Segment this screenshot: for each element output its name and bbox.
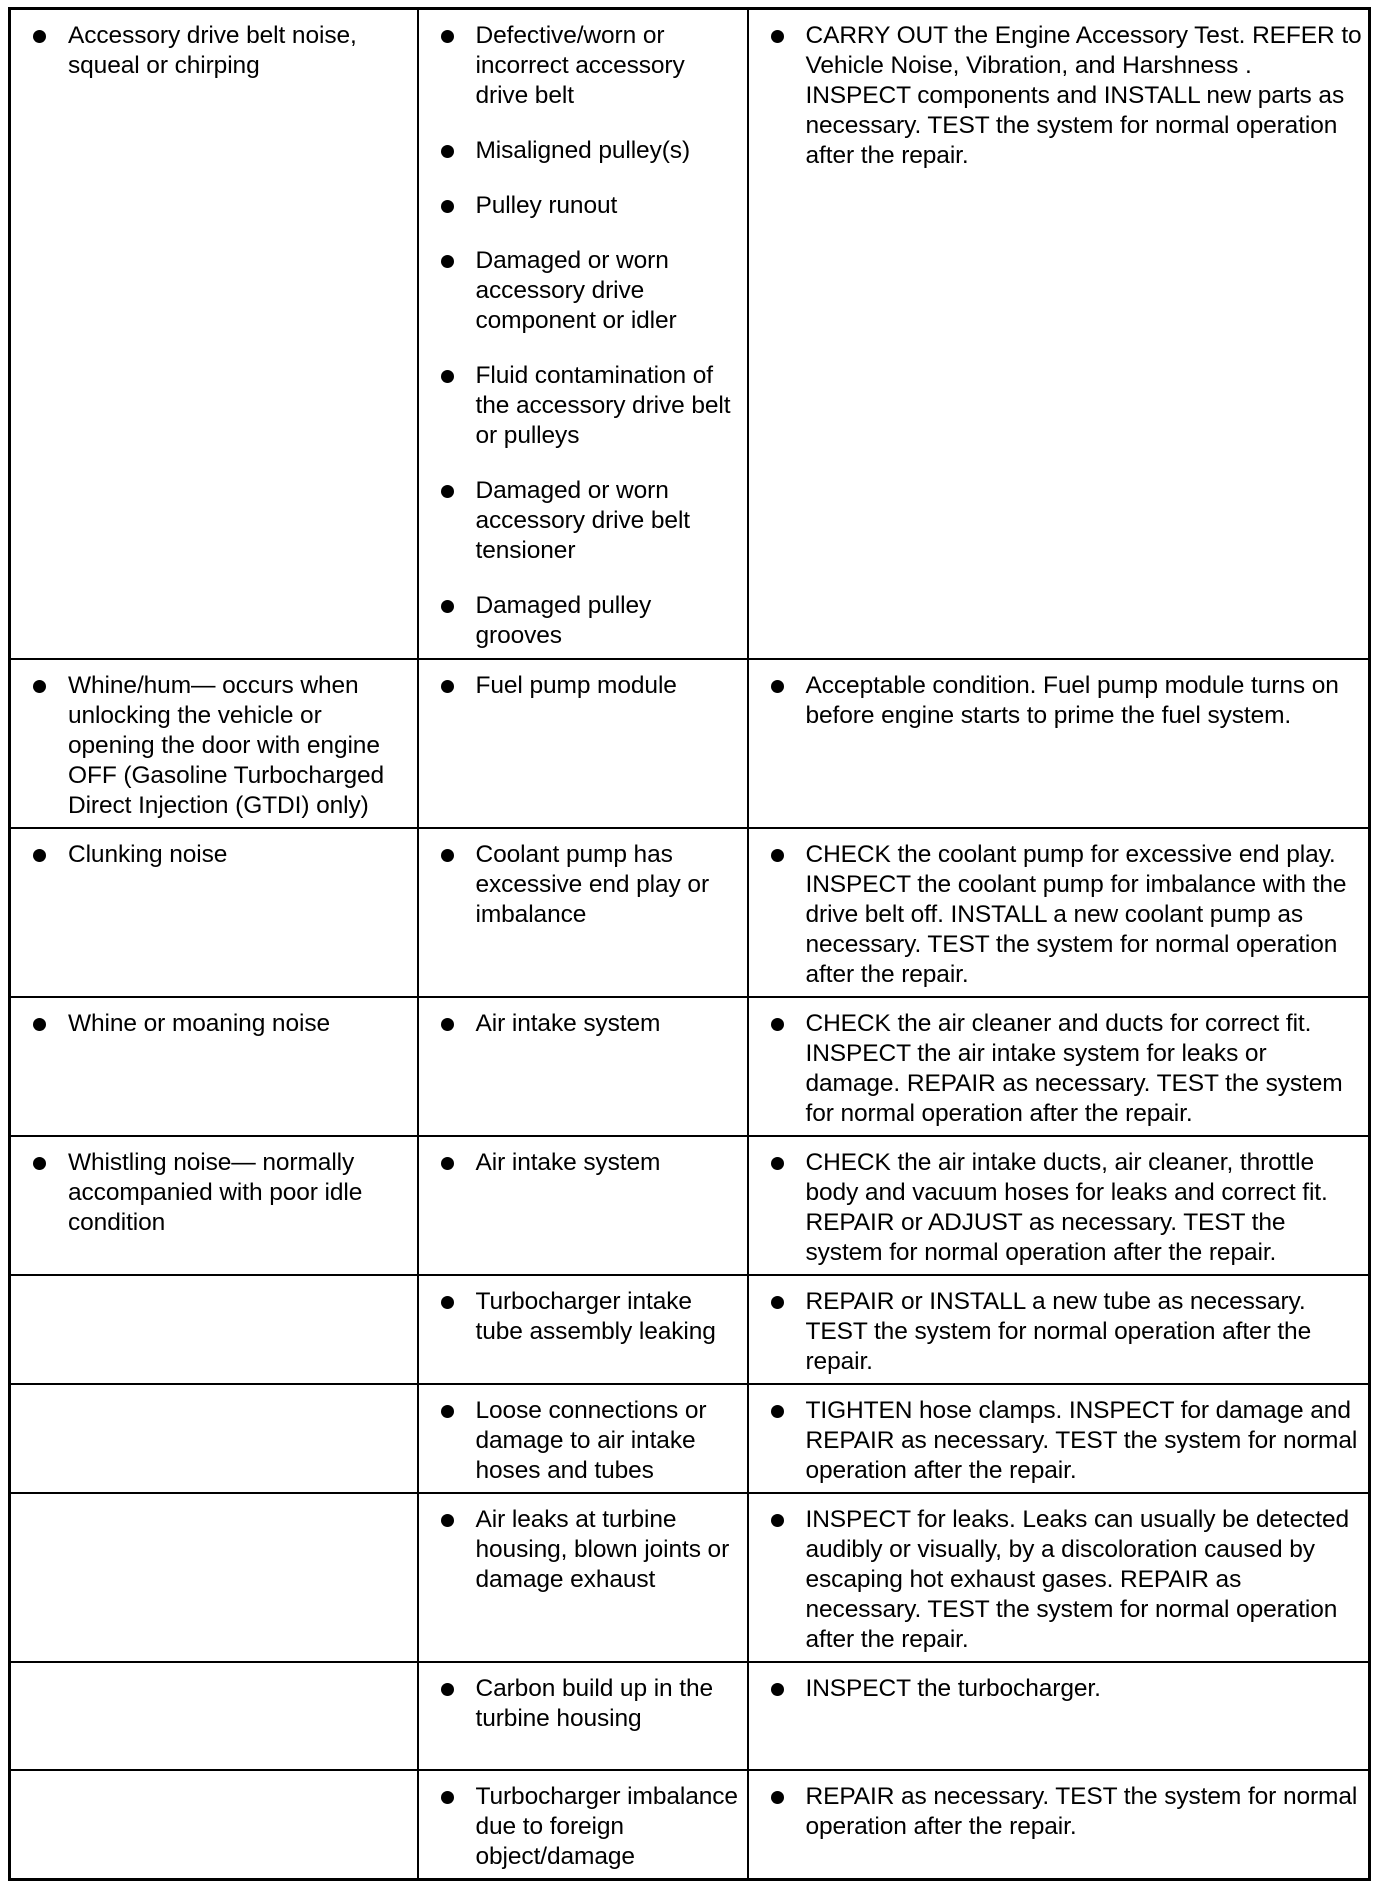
- bullet-item: CARRY OUT the Engine Accessory Test. REFER to Vehicle Noise, Vibration, and Harshness . INSPECT components and INSTALL new parts as necessary. TEST the system for normal operation after the repair.: [771, 21, 1363, 171]
- action-cell: [748, 659, 1370, 828]
- bullet-item: REPAIR or INSTALL a new tube as necessary. TEST the system for normal operation after the repair.: [771, 1287, 1363, 1377]
- bullet-item: Turbocharger intake tube assembly leaking: [441, 1287, 741, 1347]
- possible-source-cell: [418, 659, 748, 828]
- possible-source-cell: [418, 997, 748, 1136]
- condition-cell: [10, 659, 418, 828]
- bullet-item: CHECK the air cleaner and ducts for correct fit. INSPECT the air intake system for leaks or damage. REPAIR as necessary. TEST the system for normal operation after the repair.: [771, 1009, 1363, 1129]
- bullet-item: Whine/hum— occurs when unlocking the vehicle or opening the door with engine OFF (Gasoline Turbocharged Direct Injection (GTDI) only): [33, 671, 411, 821]
- condition-cell: [10, 1770, 418, 1880]
- possible-source-cell: [418, 9, 748, 659]
- condition-cell: [10, 1136, 418, 1275]
- action-cell: [748, 997, 1370, 1136]
- bullet-item: Air intake system: [441, 1148, 741, 1178]
- bullet-item: REPAIR as necessary. TEST the system for normal operation after the repair.: [771, 1782, 1363, 1842]
- table-body: [10, 9, 1370, 1880]
- table-row: [10, 1275, 1370, 1384]
- possible-source-cell: [418, 1384, 748, 1493]
- bullet-item: Pulley runout: [441, 191, 741, 221]
- action-cell: [748, 9, 1370, 659]
- bullet-item: Misaligned pulley(s): [441, 136, 741, 166]
- bullet-item: Whistling noise— normally accompanied with poor idle condition: [33, 1148, 411, 1238]
- bullet-item: INSPECT for leaks. Leaks can usually be detected audibly or visually, by a discoloration caused by escaping hot exhaust gases. REPAIR as necessary. TEST the system for normal operation after the repair.: [771, 1505, 1363, 1655]
- action-cell: [748, 1136, 1370, 1275]
- condition-cell: [10, 828, 418, 997]
- bullet-item: Carbon build up in the turbine housing: [441, 1674, 741, 1734]
- table-row: [10, 659, 1370, 828]
- possible-source-cell: [418, 1493, 748, 1662]
- possible-source-cell: [418, 1662, 748, 1770]
- bullet-item: Loose connections or damage to air intake hoses and tubes: [441, 1396, 741, 1486]
- bullet-item: TIGHTEN hose clamps. INSPECT for damage and REPAIR as necessary. TEST the system for normal operation after the repair.: [771, 1396, 1363, 1486]
- bullet-item: Damaged or worn accessory drive belt tensioner: [441, 476, 741, 566]
- bullet-item: Damaged or worn accessory drive component or idler: [441, 246, 741, 336]
- bullet-item: Damaged pulley grooves: [441, 591, 741, 651]
- action-cell: [748, 1384, 1370, 1493]
- condition-cell: [10, 1384, 418, 1493]
- action-cell: [748, 1770, 1370, 1880]
- bullet-item: CHECK the air intake ducts, air cleaner, throttle body and vacuum hoses for leaks and correct fit. REPAIR or ADJUST as necessary. TEST the system for normal operation after the repair.: [771, 1148, 1363, 1268]
- condition-cell: [10, 1662, 418, 1770]
- table-row: [10, 1770, 1370, 1880]
- table-row: [10, 1493, 1370, 1662]
- table-row: [10, 997, 1370, 1136]
- bullet-item: Coolant pump has excessive end play or imbalance: [441, 840, 741, 930]
- table-row: [10, 1384, 1370, 1493]
- bullet-item: Acceptable condition. Fuel pump module turns on before engine starts to prime the fuel system.: [771, 671, 1363, 731]
- bullet-item: Accessory drive belt noise, squeal or chirping: [33, 21, 411, 81]
- table-row: [10, 828, 1370, 997]
- bullet-item: Defective/worn or incorrect accessory drive belt: [441, 21, 741, 111]
- condition-cell: [10, 1275, 418, 1384]
- bullet-item: Fuel pump module: [441, 671, 741, 701]
- possible-source-cell: [418, 1770, 748, 1880]
- condition-cell: [10, 997, 418, 1136]
- table-row: [10, 9, 1370, 659]
- condition-cell: [10, 1493, 418, 1662]
- bullet-item: Air intake system: [441, 1009, 741, 1039]
- table-row: [10, 1662, 1370, 1770]
- bullet-item: CHECK the coolant pump for excessive end play. INSPECT the coolant pump for imbalance with the drive belt off. INSTALL a new coolant pump as necessary. TEST the system for normal operation after the repair.: [771, 840, 1363, 990]
- condition-cell: [10, 9, 418, 659]
- bullet-item: Turbocharger imbalance due to foreign object/damage: [441, 1782, 741, 1872]
- action-cell: [748, 1493, 1370, 1662]
- table-row: [10, 1136, 1370, 1275]
- symptom-diagnosis-table: [8, 7, 1371, 1881]
- action-cell: [748, 1275, 1370, 1384]
- possible-source-cell: [418, 1275, 748, 1384]
- bullet-item: Fluid contamination of the accessory drive belt or pulleys: [441, 361, 741, 451]
- bullet-item: Air leaks at turbine housing, blown joints or damage exhaust: [441, 1505, 741, 1595]
- bullet-item: Whine or moaning noise: [33, 1009, 411, 1039]
- possible-source-cell: [418, 828, 748, 997]
- action-cell: [748, 828, 1370, 997]
- possible-source-cell: [418, 1136, 748, 1275]
- bullet-item: Clunking noise: [33, 840, 411, 870]
- action-cell: [748, 1662, 1370, 1770]
- bullet-item: INSPECT the turbocharger.: [771, 1674, 1363, 1704]
